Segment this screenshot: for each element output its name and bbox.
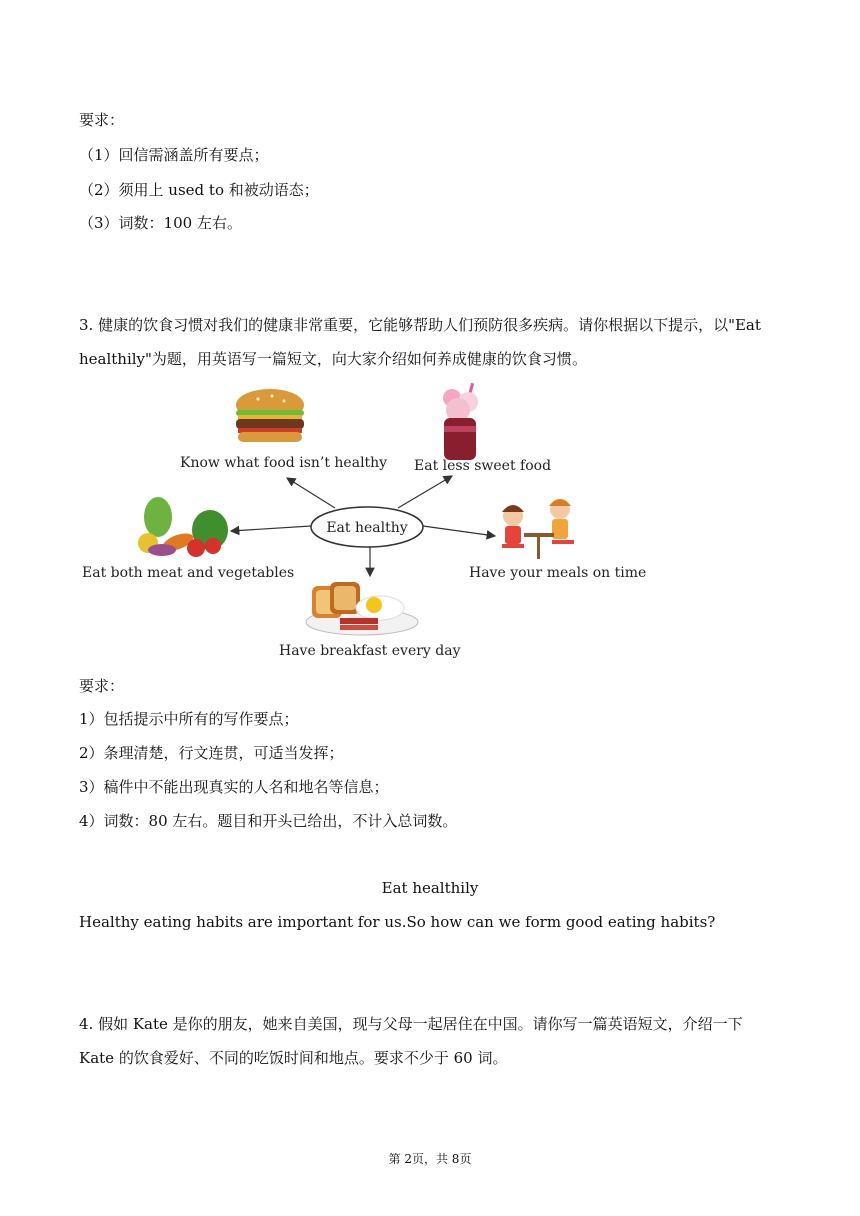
center-label: Eat healthy (326, 520, 408, 536)
requirements-heading: 要求： (79, 677, 125, 695)
question-4-prompt-cont: Kate 的饮食爱好、不同的吃饭时间和地点。要求不少于 60 词。 (79, 1049, 508, 1067)
tip-label: Have your meals on time (469, 565, 647, 581)
essay-opening: Healthy eating habits are important for us.So how can we form good eating habits? (79, 913, 716, 931)
tip-label: Eat less sweet food (414, 458, 552, 474)
requirement-item: 3）稿件中不能出现真实的人名和地名等信息； (79, 778, 389, 796)
essay-title: Eat healthily (381, 879, 479, 897)
question-4-prompt: 4. 假如 Kate 是你的朋友，她来自美国，现与父母一起居住在中国。请你写一篇英语短文，介绍一下 (79, 1015, 743, 1033)
tip-label: Know what food isn’t healthy (180, 455, 388, 471)
question-3-prompt: 3. 健康的饮食习惯对我们的健康非常重要，它能够帮助人们预防很多疾病。请你根据以下提示，以"Eat (79, 316, 761, 334)
page-number: 第 2页，共 8页 (388, 1152, 472, 1166)
requirement-item: 4）词数：80 左右。题目和开头已给出，不计入总词数。 (79, 812, 458, 830)
tip-label: Eat both meat and vegetables (82, 565, 295, 581)
eat-healthy-diagram (0, 380, 860, 665)
requirements-heading: 要求： (79, 111, 125, 129)
requirement-item: （3）词数：100 左右。 (79, 214, 242, 232)
requirement-item: 2）条理清楚，行文连贯，可适当发挥； (79, 744, 344, 762)
question-3-prompt-cont: healthily"为题，用英语写一篇短文，向大家介绍如何养成健康的饮食习惯。 (79, 350, 587, 368)
requirement-item: 1）包括提示中所有的写作要点； (79, 710, 299, 728)
requirement-item: （1）回信需涵盖所有要点； (79, 146, 269, 164)
people-eating-icon (502, 499, 574, 559)
requirement-item: （2）须用上 used to 和被动语态； (79, 181, 319, 199)
burger-icon (236, 389, 304, 442)
tip-label: Have breakfast every day (279, 643, 461, 659)
breakfast-icon (306, 582, 418, 635)
milkshake-icon (443, 383, 478, 460)
vegetables-icon (138, 497, 228, 557)
